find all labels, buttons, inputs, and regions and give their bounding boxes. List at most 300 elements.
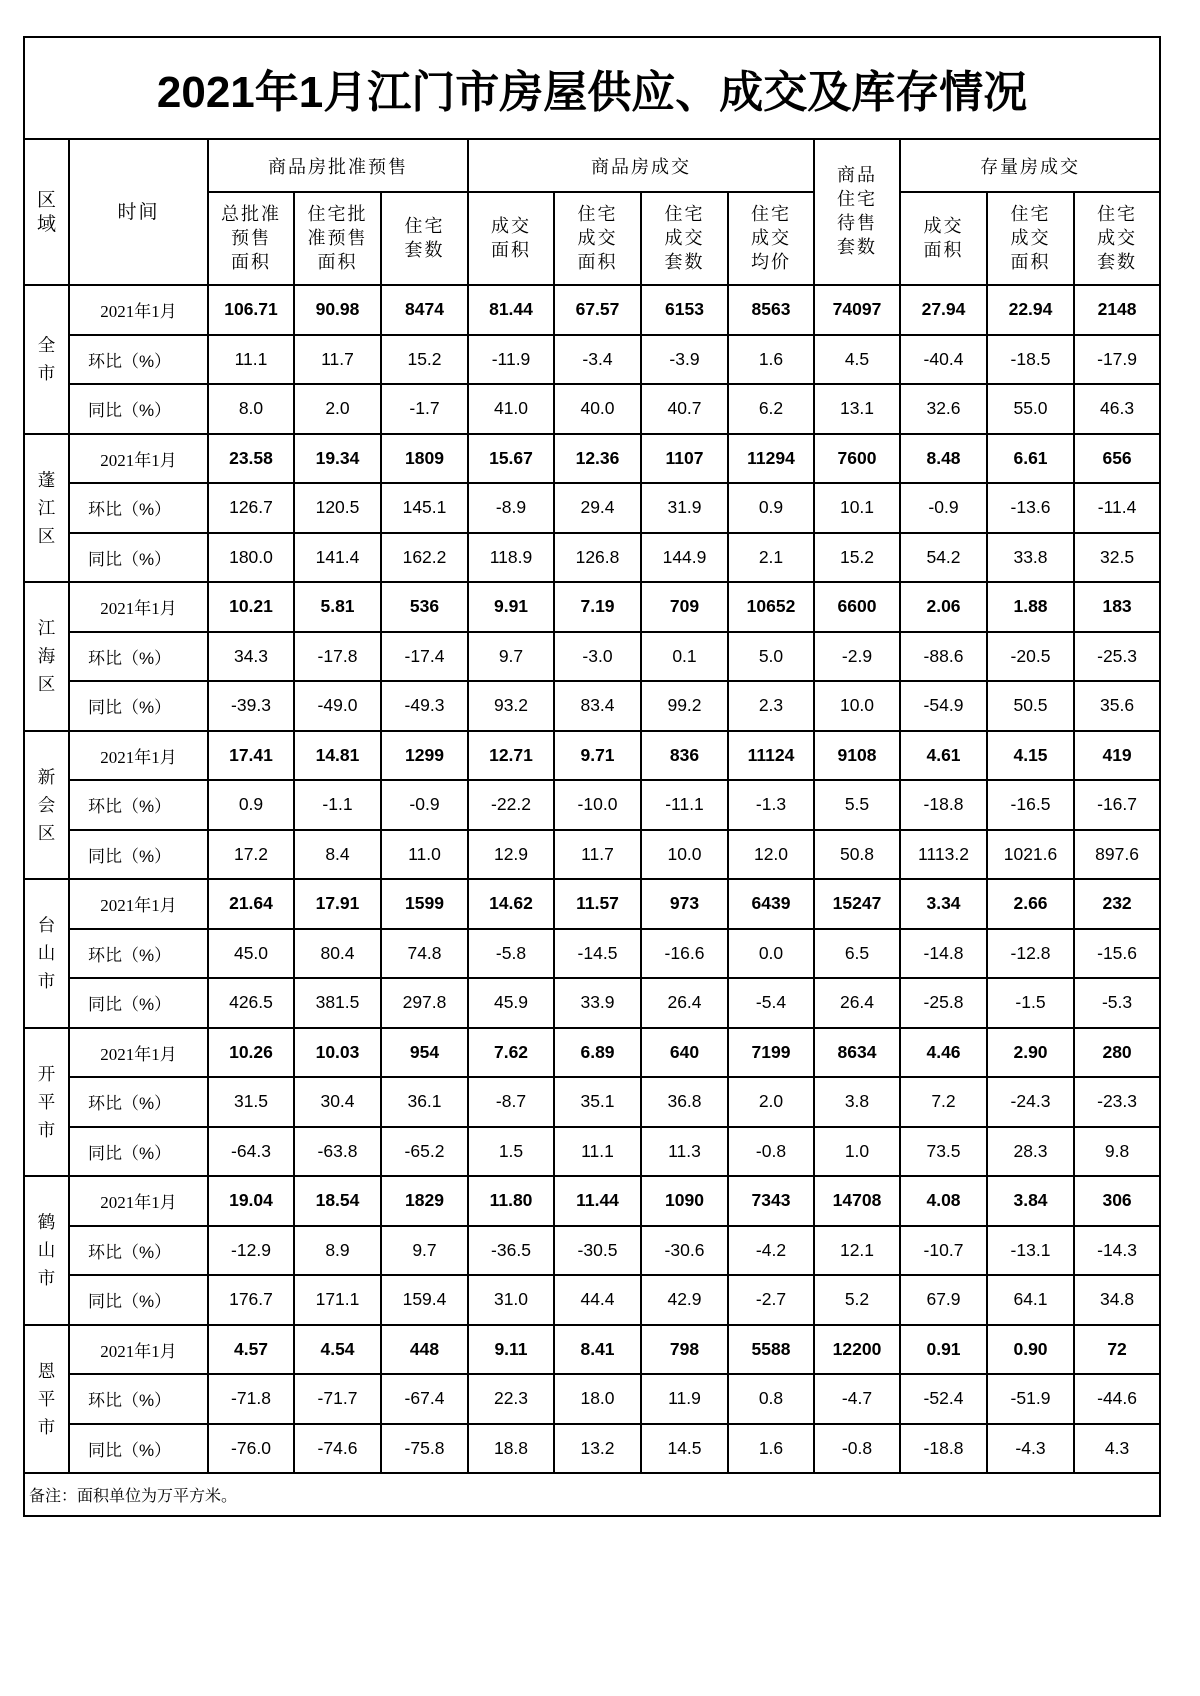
- region-name-char: 蓬: [37, 469, 56, 490]
- yoy-label: 同比（%）: [69, 681, 208, 731]
- data-cell: 232: [1074, 879, 1160, 929]
- table-row: [24, 1127, 1160, 1177]
- data-cell: -54.9: [900, 681, 987, 731]
- data-cell: -51.9: [987, 1374, 1074, 1424]
- data-cell: 26.4: [814, 978, 900, 1028]
- data-cell: 973: [641, 879, 728, 929]
- header-stock-line: 住宅: [837, 189, 877, 210]
- header-region-char: 区: [36, 189, 56, 211]
- data-cell: 46.3: [1074, 384, 1160, 434]
- data-cell: 8.48: [900, 434, 987, 484]
- data-cell: 32.6: [900, 384, 987, 434]
- data-cell: 8.9: [294, 1226, 381, 1276]
- data-cell: 159.4: [381, 1275, 468, 1325]
- region-name: [24, 1176, 69, 1325]
- mom-label: 环比（%）: [69, 780, 208, 830]
- header-column-line: 成交: [577, 227, 618, 249]
- data-cell: -65.2: [381, 1127, 468, 1177]
- data-cell: 7.2: [900, 1077, 987, 1127]
- header-column: [1074, 192, 1160, 285]
- region-name-char: 市: [37, 1268, 56, 1289]
- header-column-line: 成交: [491, 215, 531, 237]
- header-column: [641, 192, 728, 285]
- header-column-line: 住宅: [577, 203, 618, 225]
- data-cell: 306: [1074, 1176, 1160, 1226]
- data-cell: 6600: [814, 582, 900, 632]
- data-cell: -75.8: [381, 1424, 468, 1474]
- data-cell: -11.9: [468, 335, 554, 385]
- header-time: 时间: [69, 139, 208, 285]
- yoy-label: 同比（%）: [69, 384, 208, 434]
- header-column-line: 面积: [1010, 251, 1051, 273]
- header-column-line: 住宅: [1010, 203, 1051, 225]
- data-cell: 12200: [814, 1325, 900, 1375]
- data-cell: 1299: [381, 731, 468, 781]
- header-group-second-hand: 存量房成交: [900, 139, 1160, 192]
- yoy-label: 同比（%）: [69, 978, 208, 1028]
- table-row: [24, 830, 1160, 880]
- data-cell: 11.1: [208, 335, 294, 385]
- data-cell: 8474: [381, 285, 468, 335]
- data-cell: 4.15: [987, 731, 1074, 781]
- region-name: [24, 1325, 69, 1474]
- data-cell: 141.4: [294, 533, 381, 583]
- data-cell: 8563: [728, 285, 814, 335]
- data-cell: 22.3: [468, 1374, 554, 1424]
- data-cell: 10.1: [814, 483, 900, 533]
- table-row: [24, 780, 1160, 830]
- table-row: [24, 483, 1160, 533]
- data-cell: -25.3: [1074, 632, 1160, 682]
- data-cell: -76.0: [208, 1424, 294, 1474]
- data-cell: -71.8: [208, 1374, 294, 1424]
- data-cell: 162.2: [381, 533, 468, 583]
- data-cell: 1.6: [728, 335, 814, 385]
- data-cell: 4.08: [900, 1176, 987, 1226]
- data-cell: 9.7: [468, 632, 554, 682]
- data-cell: -2.7: [728, 1275, 814, 1325]
- data-cell: 80.4: [294, 929, 381, 979]
- data-cell: 1021.6: [987, 830, 1074, 880]
- mom-label: 环比（%）: [69, 335, 208, 385]
- data-cell: 0.9: [208, 780, 294, 830]
- data-cell: -52.4: [900, 1374, 987, 1424]
- table-row: [24, 434, 1160, 484]
- region-name-char: 市: [37, 971, 56, 992]
- data-cell: 6439: [728, 879, 814, 929]
- region-name-char: 江: [37, 497, 56, 518]
- table-row: [24, 632, 1160, 682]
- yoy-label: 同比（%）: [69, 1127, 208, 1177]
- data-cell: 36.1: [381, 1077, 468, 1127]
- data-cell: -5.4: [728, 978, 814, 1028]
- region-name-char: 海: [37, 646, 56, 667]
- data-cell: 4.61: [900, 731, 987, 781]
- header-stock: [814, 139, 900, 285]
- data-cell: 93.2: [468, 681, 554, 731]
- data-cell: 954: [381, 1028, 468, 1078]
- region-name-char: 市: [37, 1416, 56, 1437]
- data-cell: -1.7: [381, 384, 468, 434]
- period-label: 2021年1月: [69, 879, 208, 929]
- data-cell: -10.7: [900, 1226, 987, 1276]
- data-cell: -1.3: [728, 780, 814, 830]
- data-cell: -1.5: [987, 978, 1074, 1028]
- data-cell: 1113.2: [900, 830, 987, 880]
- data-cell: 1090: [641, 1176, 728, 1226]
- data-cell: -49.0: [294, 681, 381, 731]
- data-cell: 14.5: [641, 1424, 728, 1474]
- data-cell: 6.5: [814, 929, 900, 979]
- table-row: [24, 285, 1160, 335]
- data-cell: 29.4: [554, 483, 641, 533]
- data-cell: 33.8: [987, 533, 1074, 583]
- data-cell: 6.61: [987, 434, 1074, 484]
- data-cell: 17.41: [208, 731, 294, 781]
- data-cell: -30.5: [554, 1226, 641, 1276]
- data-cell: 126.8: [554, 533, 641, 583]
- header-column: [468, 192, 554, 285]
- data-cell: 40.0: [554, 384, 641, 434]
- data-cell: 0.8: [728, 1374, 814, 1424]
- data-cell: 12.0: [728, 830, 814, 880]
- data-cell: -5.3: [1074, 978, 1160, 1028]
- data-cell: 426.5: [208, 978, 294, 1028]
- data-cell: 50.8: [814, 830, 900, 880]
- page-title: 2021年1月江门市房屋供应、成交及库存情况: [24, 37, 1160, 139]
- data-cell: 381.5: [294, 978, 381, 1028]
- data-cell: 31.5: [208, 1077, 294, 1127]
- region-name: [24, 1028, 69, 1177]
- data-cell: 19.04: [208, 1176, 294, 1226]
- data-cell: 45.0: [208, 929, 294, 979]
- region-name-char: 江: [37, 618, 56, 639]
- data-cell: 31.9: [641, 483, 728, 533]
- period-label: 2021年1月: [69, 434, 208, 484]
- data-cell: 536: [381, 582, 468, 632]
- data-cell: 90.98: [294, 285, 381, 335]
- data-cell: 7.62: [468, 1028, 554, 1078]
- header-column-line: 套数: [1097, 251, 1138, 273]
- data-cell: -22.2: [468, 780, 554, 830]
- data-cell: 35.6: [1074, 681, 1160, 731]
- data-cell: 5.81: [294, 582, 381, 632]
- data-cell: 1.0: [814, 1127, 900, 1177]
- header-column: [208, 192, 294, 285]
- table-row: [24, 929, 1160, 979]
- table-row: [24, 879, 1160, 929]
- data-cell: 11.44: [554, 1176, 641, 1226]
- data-cell: 50.5: [987, 681, 1074, 731]
- table-row: [24, 335, 1160, 385]
- data-cell: -24.3: [987, 1077, 1074, 1127]
- region-name: [24, 731, 69, 880]
- data-cell: 6.89: [554, 1028, 641, 1078]
- data-cell: 2.90: [987, 1028, 1074, 1078]
- data-cell: 54.2: [900, 533, 987, 583]
- housing-report-table: [23, 36, 1161, 1517]
- mom-label: 环比（%）: [69, 483, 208, 533]
- data-cell: 11.57: [554, 879, 641, 929]
- region-name-char: 区: [37, 525, 56, 546]
- data-cell: 9.71: [554, 731, 641, 781]
- data-cell: 32.5: [1074, 533, 1160, 583]
- data-cell: 2.66: [987, 879, 1074, 929]
- data-cell: 83.4: [554, 681, 641, 731]
- table-row: [24, 731, 1160, 781]
- header-column: [900, 192, 987, 285]
- data-cell: 2.3: [728, 681, 814, 731]
- data-cell: -13.1: [987, 1226, 1074, 1276]
- data-cell: -12.9: [208, 1226, 294, 1276]
- data-cell: 1809: [381, 434, 468, 484]
- data-cell: 5.0: [728, 632, 814, 682]
- data-cell: 4.57: [208, 1325, 294, 1375]
- data-cell: 36.8: [641, 1077, 728, 1127]
- period-label: 2021年1月: [69, 285, 208, 335]
- header-region: [24, 139, 69, 285]
- header-stock-line: 待售: [837, 213, 877, 234]
- data-cell: 74097: [814, 285, 900, 335]
- data-cell: -2.9: [814, 632, 900, 682]
- data-cell: 1.6: [728, 1424, 814, 1474]
- data-cell: -36.5: [468, 1226, 554, 1276]
- data-cell: 12.1: [814, 1226, 900, 1276]
- data-cell: 9.8: [1074, 1127, 1160, 1177]
- data-cell: -8.7: [468, 1077, 554, 1127]
- data-cell: 7199: [728, 1028, 814, 1078]
- data-cell: -13.6: [987, 483, 1074, 533]
- data-cell: 5.5: [814, 780, 900, 830]
- region-name-char: 市: [37, 363, 56, 384]
- data-cell: 67.57: [554, 285, 641, 335]
- header-group-presale: 商品房批准预售: [208, 139, 468, 192]
- data-cell: 2.1: [728, 533, 814, 583]
- data-cell: 13.1: [814, 384, 900, 434]
- data-cell: 10.0: [641, 830, 728, 880]
- region-name-char: 会: [37, 794, 56, 815]
- data-cell: 798: [641, 1325, 728, 1375]
- header-stock-line: 商品: [837, 165, 877, 186]
- data-cell: 12.36: [554, 434, 641, 484]
- data-cell: -18.8: [900, 780, 987, 830]
- data-cell: 0.0: [728, 929, 814, 979]
- data-cell: 34.3: [208, 632, 294, 682]
- data-cell: 81.44: [468, 285, 554, 335]
- data-cell: 7600: [814, 434, 900, 484]
- data-cell: 22.94: [987, 285, 1074, 335]
- header-stock-line: 套数: [837, 237, 877, 258]
- data-cell: 15.67: [468, 434, 554, 484]
- data-cell: 120.5: [294, 483, 381, 533]
- data-cell: 3.84: [987, 1176, 1074, 1226]
- data-cell: 11.80: [468, 1176, 554, 1226]
- table-row: [24, 1424, 1160, 1474]
- header-column-line: 住宅批: [307, 203, 368, 225]
- header-column-line: 住宅: [1097, 203, 1138, 225]
- data-cell: 11.1: [554, 1127, 641, 1177]
- header-column-line: 成交: [751, 227, 791, 249]
- data-cell: -8.9: [468, 483, 554, 533]
- data-cell: -25.8: [900, 978, 987, 1028]
- data-cell: 1.88: [987, 582, 1074, 632]
- data-cell: 0.91: [900, 1325, 987, 1375]
- data-cell: 2.0: [294, 384, 381, 434]
- table-row: [24, 1077, 1160, 1127]
- header-column: [294, 192, 381, 285]
- table-row: [24, 582, 1160, 632]
- data-cell: 8634: [814, 1028, 900, 1078]
- data-cell: 11.7: [554, 830, 641, 880]
- data-cell: 13.2: [554, 1424, 641, 1474]
- header-column-line: 均价: [751, 251, 791, 273]
- header-column: [554, 192, 641, 285]
- data-cell: 8.4: [294, 830, 381, 880]
- data-cell: -67.4: [381, 1374, 468, 1424]
- data-cell: 3.8: [814, 1077, 900, 1127]
- region-name-char: 新: [37, 766, 56, 787]
- data-cell: 21.64: [208, 879, 294, 929]
- data-cell: 45.9: [468, 978, 554, 1028]
- data-cell: -16.6: [641, 929, 728, 979]
- data-cell: 7343: [728, 1176, 814, 1226]
- data-cell: 11.0: [381, 830, 468, 880]
- data-cell: -3.9: [641, 335, 728, 385]
- table-row: [24, 1028, 1160, 1078]
- data-cell: -0.9: [381, 780, 468, 830]
- data-cell: 144.9: [641, 533, 728, 583]
- data-cell: 6.2: [728, 384, 814, 434]
- data-cell: 10652: [728, 582, 814, 632]
- table-row: [24, 1226, 1160, 1276]
- data-cell: 67.9: [900, 1275, 987, 1325]
- table-row: [24, 681, 1160, 731]
- region-name: [24, 879, 69, 1028]
- data-cell: -23.3: [1074, 1077, 1160, 1127]
- data-cell: 1599: [381, 879, 468, 929]
- period-label: 2021年1月: [69, 582, 208, 632]
- header-column-line: 面积: [231, 251, 271, 273]
- yoy-label: 同比（%）: [69, 533, 208, 583]
- header-column-line: 面积: [317, 251, 358, 273]
- header-column-line: 成交: [1010, 227, 1051, 249]
- data-cell: 9.91: [468, 582, 554, 632]
- data-cell: 15.2: [381, 335, 468, 385]
- data-cell: 15247: [814, 879, 900, 929]
- data-cell: 55.0: [987, 384, 1074, 434]
- data-cell: 9108: [814, 731, 900, 781]
- data-cell: 3.34: [900, 879, 987, 929]
- data-cell: -14.5: [554, 929, 641, 979]
- header-column-line: 套数: [404, 239, 445, 261]
- header-column-line: 成交: [1097, 227, 1138, 249]
- table-row: [24, 1275, 1160, 1325]
- data-cell: -74.6: [294, 1424, 381, 1474]
- data-cell: 11.3: [641, 1127, 728, 1177]
- data-cell: 1.5: [468, 1127, 554, 1177]
- data-cell: 11.7: [294, 335, 381, 385]
- data-cell: 35.1: [554, 1077, 641, 1127]
- region-name: [24, 285, 69, 434]
- data-cell: -17.9: [1074, 335, 1160, 385]
- header-column-line: 住宅: [404, 215, 445, 237]
- data-cell: 118.9: [468, 533, 554, 583]
- period-label: 2021年1月: [69, 1325, 208, 1375]
- region-name-char: 平: [37, 1091, 56, 1112]
- data-cell: -12.8: [987, 929, 1074, 979]
- data-cell: 42.9: [641, 1275, 728, 1325]
- region-name-char: 开: [37, 1063, 56, 1084]
- report-sheet: [23, 36, 1159, 1517]
- data-cell: -1.1: [294, 780, 381, 830]
- mom-label: 环比（%）: [69, 1374, 208, 1424]
- header-column-line: 准预售: [307, 227, 368, 249]
- data-cell: 4.3: [1074, 1424, 1160, 1474]
- header-column-line: 套数: [664, 251, 705, 273]
- header-column-line: 住宅: [664, 203, 705, 225]
- data-cell: -17.4: [381, 632, 468, 682]
- region-name: [24, 434, 69, 583]
- header-column: [381, 192, 468, 285]
- data-cell: 14708: [814, 1176, 900, 1226]
- data-cell: -17.8: [294, 632, 381, 682]
- data-cell: 640: [641, 1028, 728, 1078]
- data-cell: 30.4: [294, 1077, 381, 1127]
- data-cell: 2148: [1074, 285, 1160, 335]
- data-cell: 11124: [728, 731, 814, 781]
- period-label: 2021年1月: [69, 1028, 208, 1078]
- data-cell: -15.6: [1074, 929, 1160, 979]
- data-cell: 18.8: [468, 1424, 554, 1474]
- period-label: 2021年1月: [69, 1176, 208, 1226]
- data-cell: 11294: [728, 434, 814, 484]
- data-cell: -16.5: [987, 780, 1074, 830]
- header-column-line: 住宅: [751, 203, 791, 225]
- table-row: [24, 1325, 1160, 1375]
- table-row: [24, 384, 1160, 434]
- region-name-char: 区: [37, 674, 56, 695]
- data-cell: 10.21: [208, 582, 294, 632]
- data-cell: 17.2: [208, 830, 294, 880]
- data-cell: 280: [1074, 1028, 1160, 1078]
- region-name-char: 台: [37, 915, 56, 936]
- table-row: [24, 978, 1160, 1028]
- data-cell: 709: [641, 582, 728, 632]
- data-cell: 448: [381, 1325, 468, 1375]
- region-name-char: 市: [37, 1119, 56, 1140]
- data-cell: 99.2: [641, 681, 728, 731]
- data-cell: 419: [1074, 731, 1160, 781]
- data-cell: 41.0: [468, 384, 554, 434]
- header-column-line: 成交: [664, 227, 705, 249]
- data-cell: -39.3: [208, 681, 294, 731]
- data-cell: 15.2: [814, 533, 900, 583]
- data-cell: 74.8: [381, 929, 468, 979]
- region-name-char: 鹤: [37, 1212, 56, 1233]
- data-cell: -4.2: [728, 1226, 814, 1276]
- data-cell: -11.4: [1074, 483, 1160, 533]
- data-cell: -0.8: [728, 1127, 814, 1177]
- data-cell: 2.06: [900, 582, 987, 632]
- data-cell: 10.26: [208, 1028, 294, 1078]
- table-row: [24, 1374, 1160, 1424]
- table-row: [24, 533, 1160, 583]
- data-cell: -18.8: [900, 1424, 987, 1474]
- data-cell: 656: [1074, 434, 1160, 484]
- header-column: [987, 192, 1074, 285]
- data-cell: 0.90: [987, 1325, 1074, 1375]
- data-cell: -11.1: [641, 780, 728, 830]
